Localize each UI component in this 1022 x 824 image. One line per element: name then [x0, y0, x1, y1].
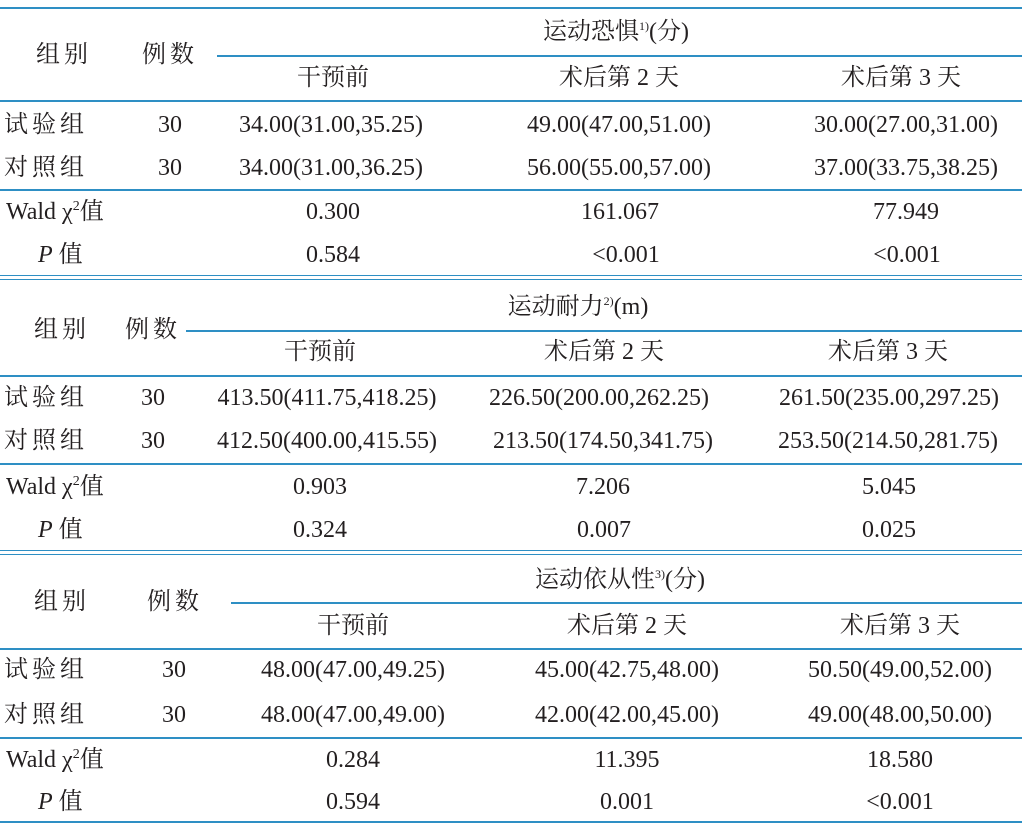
row-cell: 37.00(33.75,38.25) [814, 155, 998, 181]
row-n: 30 [158, 112, 182, 138]
row-cell: 50.50(49.00,52.00) [808, 657, 992, 683]
header-count: 例数 [142, 42, 198, 68]
section-title: 运动耐力$^{2)}$(m) [507, 294, 649, 320]
p-value: 0.025 [862, 517, 916, 543]
wald-value: 0.903 [293, 474, 347, 500]
header-group: 组别 [34, 317, 90, 343]
p-value: 0.584 [306, 242, 360, 268]
header-time-2: 术后第 2 天 [559, 65, 679, 91]
p-value: 0.001 [600, 789, 654, 815]
wald-value: 0.300 [306, 199, 360, 225]
row-group: 对照组 [4, 155, 88, 181]
p-label: P 值 [38, 242, 83, 268]
header-sub-rule [231, 602, 1022, 604]
row-group: 对照组 [4, 428, 88, 454]
row-n: 30 [141, 428, 165, 454]
row-cell: 30.00(27.00,31.00) [814, 112, 998, 138]
p-value: 0.007 [577, 517, 631, 543]
wald-value: 5.045 [862, 474, 916, 500]
header-time-1: 干预前 [284, 339, 356, 365]
row-cell: 42.00(42.00,45.00) [535, 702, 719, 728]
header-time-1: 干预前 [317, 613, 389, 639]
wald-value: 77.949 [873, 199, 939, 225]
wald-label: Wald $\chi^2$值 [6, 747, 104, 773]
header-time-3: 术后第 3 天 [828, 339, 948, 365]
row-cell: 48.00(47.00,49.25) [261, 657, 445, 683]
row-cell: 413.50(411.75,418.25) [217, 385, 437, 411]
p-value: 0.594 [326, 789, 380, 815]
wald-value: 161.067 [581, 199, 659, 225]
header-group: 组别 [36, 42, 92, 68]
row-group: 试验组 [4, 112, 88, 138]
row-group: 对照组 [4, 702, 88, 728]
row-cell: 261.50(235.00,297.25) [779, 385, 999, 411]
row-cell: 49.00(47.00,51.00) [527, 112, 711, 138]
row-cell: 412.50(400.00,415.55) [217, 428, 437, 454]
row-n: 30 [158, 155, 182, 181]
header-time-1: 干预前 [297, 65, 369, 91]
stat-rule [0, 737, 1022, 739]
row-group: 试验组 [4, 657, 88, 683]
row-cell: 34.00(31.00,36.25) [239, 155, 423, 181]
header-time-3: 术后第 3 天 [841, 65, 961, 91]
p-value: <0.001 [873, 242, 941, 268]
row-cell: 253.50(214.50,281.75) [778, 428, 998, 454]
wald-label: Wald $\chi^2$值 [6, 199, 104, 225]
row-n: 30 [162, 657, 186, 683]
row-n: 30 [162, 702, 186, 728]
row-cell: 56.00(55.00,57.00) [527, 155, 711, 181]
row-cell: 226.50(200.00,262.25) [489, 385, 709, 411]
header-time-3: 术后第 3 天 [840, 613, 960, 639]
row-cell: 34.00(31.00,35.25) [239, 112, 423, 138]
wald-label: Wald $\chi^2$值 [6, 474, 104, 500]
row-cell: 49.00(48.00,50.00) [808, 702, 992, 728]
p-label: P 值 [38, 517, 83, 543]
header-group: 组别 [34, 589, 90, 615]
header-rule [0, 648, 1022, 650]
header-count: 例数 [147, 589, 203, 615]
row-group: 试验组 [4, 385, 88, 411]
row-n: 30 [141, 385, 165, 411]
bottom-rule [0, 821, 1022, 823]
header-count: 例数 [125, 317, 181, 343]
row-cell: 213.50(174.50,341.75) [493, 428, 713, 454]
header-time-2: 术后第 2 天 [567, 613, 687, 639]
p-value: <0.001 [592, 242, 660, 268]
p-value: <0.001 [866, 789, 934, 815]
header-time-2: 术后第 2 天 [544, 339, 664, 365]
row-cell: 48.00(47.00,49.00) [261, 702, 445, 728]
wald-value: 7.206 [576, 474, 630, 500]
section-title: 运动恐惧$^{1)}$(分) [543, 19, 689, 45]
wald-value: 18.580 [867, 747, 933, 773]
wald-value: 11.395 [594, 747, 660, 773]
wald-value: 0.284 [326, 747, 380, 773]
row-cell: 45.00(42.75,48.00) [535, 657, 719, 683]
p-label: P 值 [38, 789, 83, 815]
p-value: 0.324 [293, 517, 347, 543]
section-title: 运动依从性$^{3)}$(分) [535, 567, 705, 593]
